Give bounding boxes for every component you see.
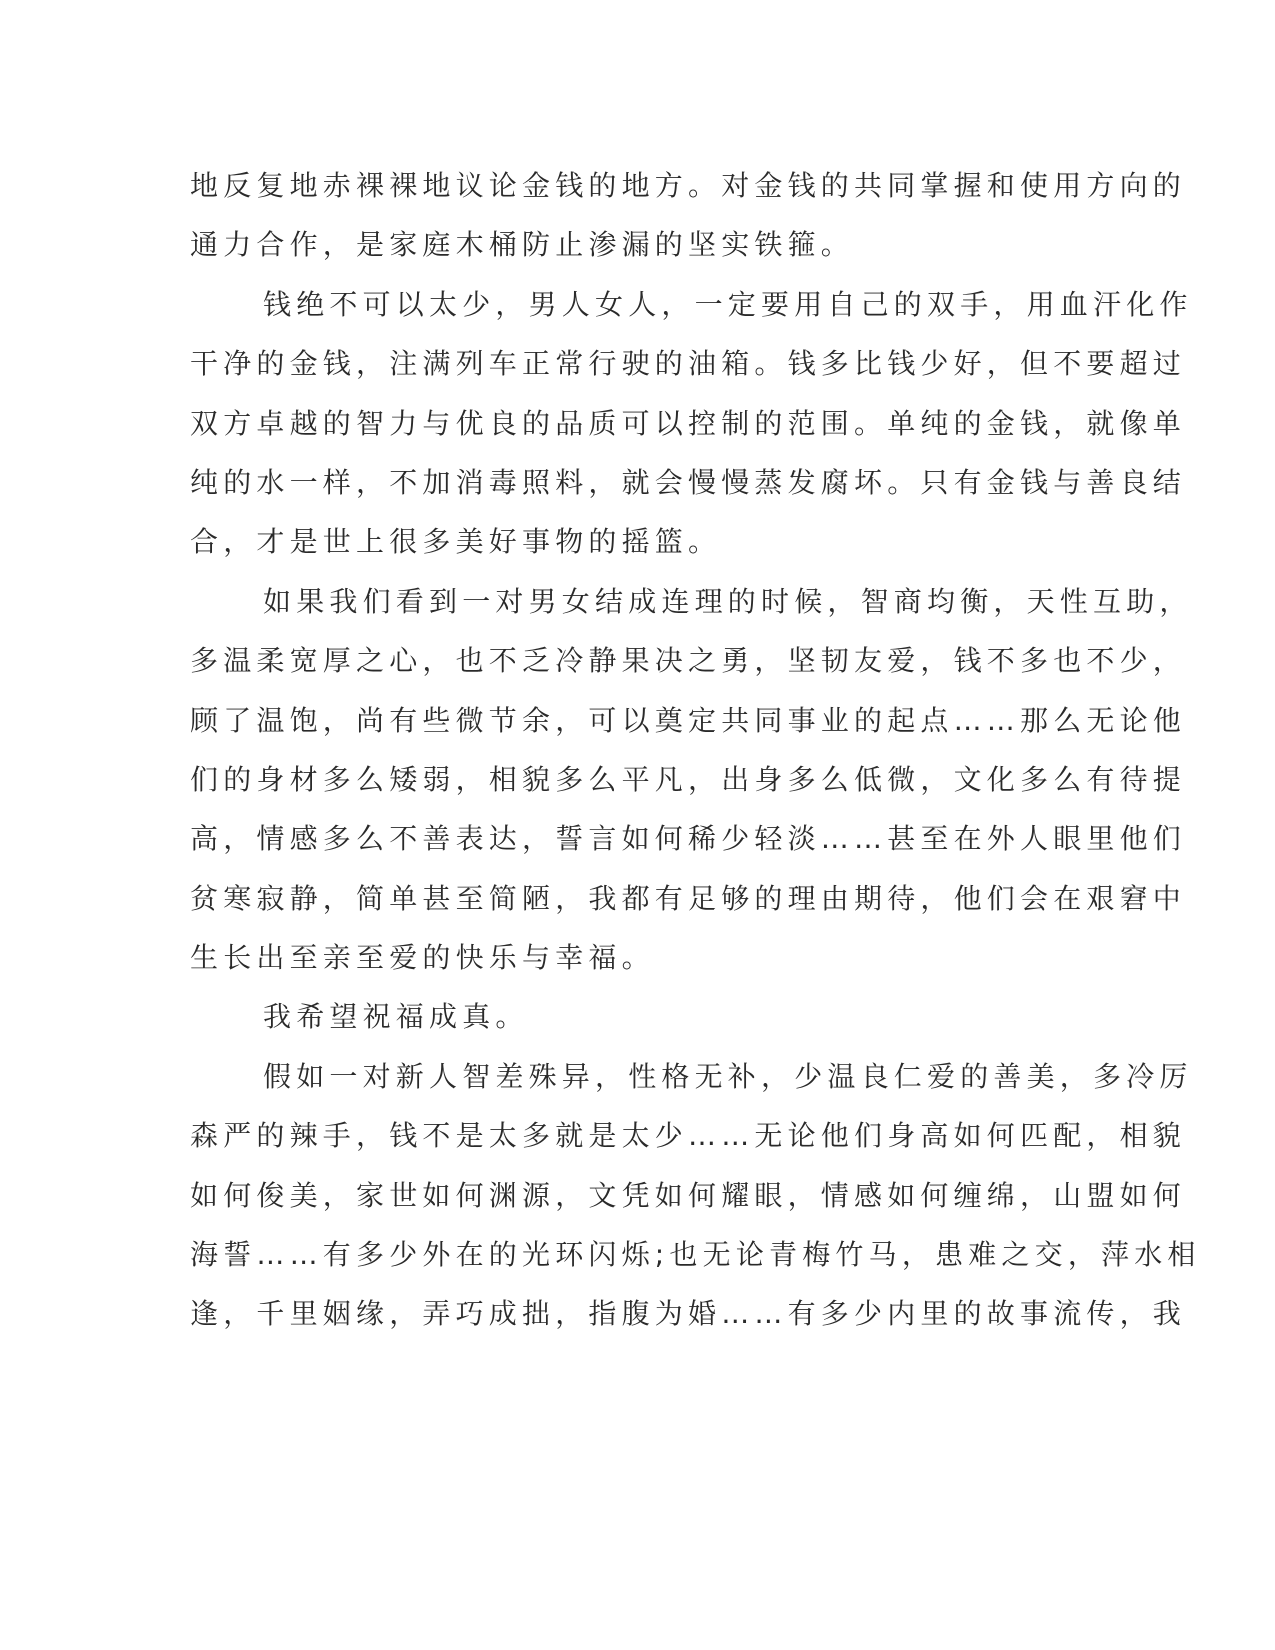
- text-line: 如果我们看到一对男女结成连理的时候，智商均衡，天性互助，: [263, 584, 1193, 618]
- text-line: 生长出至亲至爱的快乐与幸福。: [190, 941, 655, 975]
- text-line: 森严的辣手，钱不是太多就是太少……无论他们身高如何匹配，相貌: [190, 1119, 1187, 1153]
- body-text: [190, 156, 1201, 1344]
- text-line: 高，情感多么不善表达，誓言如何稀少轻淡……甚至在外人眼里他们: [190, 822, 1187, 856]
- text-line: 纯的水一样，不加消毒照料，就会慢慢蒸发腐坏。只有金钱与善良结: [190, 465, 1187, 499]
- text-line: 双方卓越的智力与优良的品质可以控制的范围。单纯的金钱，就像单: [190, 406, 1187, 440]
- text-line: 顾了温饱，尚有些微节余，可以奠定共同事业的起点……那么无论他: [190, 703, 1187, 737]
- text-line: 海誓……有多少外在的光环闪烁;也无论青梅竹马，患难之交，萍水相: [190, 1238, 1201, 1272]
- text-line: 地反复地赤裸裸地议论金钱的地方。对金钱的共同掌握和使用方向的: [190, 169, 1187, 202]
- text-line: 贫寒寂静，简单甚至简陋，我都有足够的理由期待，他们会在艰窘中: [190, 881, 1187, 915]
- text-line: 如何俊美，家世如何渊源，文凭如何耀眼，情感如何缠绵，山盟如何: [190, 1178, 1187, 1212]
- text-line: 们的身材多么矮弱，相貌多么平凡，出身多么低微，文化多么有待提: [190, 762, 1187, 796]
- text-line: 我希望祝福成真。: [263, 1000, 529, 1034]
- text-line: 逢，千里姻缘，弄巧成拙，指腹为婚……有多少内里的故事流传，我: [190, 1297, 1187, 1331]
- text-line: 假如一对新人智差殊异，性格无补，少温良仁爱的善美，多冷厉: [263, 1059, 1193, 1093]
- text-line: 钱绝不可以太少，男人女人，一定要用自己的双手，用血汗化作: [263, 287, 1193, 321]
- text-line: 干净的金钱，注满列车正常行驶的油箱。钱多比钱少好，但不要超过: [190, 347, 1187, 381]
- text-line: 合，才是世上很多美好事物的摇篮。: [190, 525, 722, 559]
- text-line: 多温柔宽厚之心，也不乏冷静果决之勇，坚韧友爱，钱不多也不少，: [190, 644, 1187, 678]
- text-line: 通力合作，是家庭木桶防止渗漏的坚实铁箍。: [190, 228, 855, 262]
